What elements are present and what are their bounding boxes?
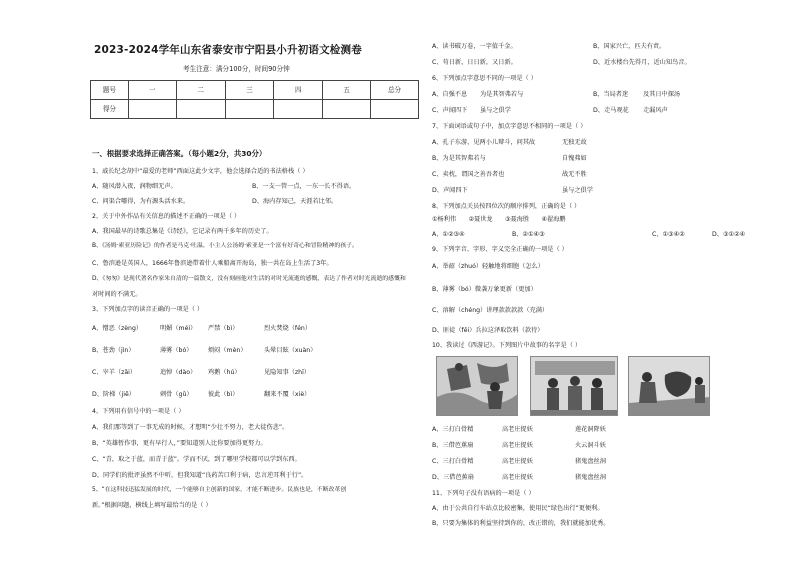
q7-option-b-1: B、为是其智弗若与: [432, 155, 486, 162]
q6-option-b-2: 及其日中探汤: [643, 91, 681, 98]
q3-option-b-2: 薄雾（bó）: [160, 347, 193, 354]
q10-option-c-2: 高老庄捉妖: [502, 458, 533, 465]
score-input-cell[interactable]: [128, 100, 176, 119]
score-input-cell[interactable]: [274, 100, 323, 119]
score-header-cell: 五: [323, 81, 371, 100]
q1-option-c: C、问渠合哪得，为有源头活水来。: [92, 198, 190, 205]
q3-option-c-2: 追悼（dào）: [160, 369, 197, 376]
q7-option-d-2: 虽与之俱学: [562, 187, 593, 194]
q8-option-c: C、①③④②: [652, 231, 685, 238]
question-10-stem: 10、我读过《西游记》。下列图片中故事的名字是（ ）: [432, 342, 582, 349]
section-heading: 一、根据要求选择正确答案。（每小题2分，共30分）: [92, 149, 267, 158]
q10-option-b-3: 火云洞斗妖: [575, 442, 606, 449]
question-2-stem: 2、关于中外作品有关信息的描述不正确的一项是（ ）: [92, 213, 241, 220]
q7-option-b-2: 自愧弗如: [562, 155, 587, 162]
question-9-stem: 9、下列字音、字形、字义完全正确的一项是（ ）: [432, 246, 568, 253]
q3-option-a-3: 严禁（bì）: [208, 325, 239, 332]
q1-option-a: A、随风潜入夜，润物细无声。: [92, 183, 177, 190]
q10-option-c-3: 猪鬼盘丝洞: [575, 458, 606, 465]
score-row-label: 得分: [91, 100, 129, 119]
q3-option-c-4: 见隐知事（zhī）: [264, 369, 311, 376]
q7-option-c-1: C、卖枕，谓国之善吾者也: [432, 171, 505, 178]
q3-option-c-3: 鸡鹅（hú）: [208, 369, 241, 376]
q6-option-d-1: D、走马观花: [593, 107, 629, 114]
q6-option-c-1: C、声闻四下: [432, 107, 468, 114]
question-5-stem: 5、“在这科技迅猛发展的时代，一个能够自主创新的国家，才能不断进步。民族也是，不断改革创: [92, 487, 347, 493]
q7-option-c-2: 战无不胜: [562, 171, 587, 178]
q7-option-d-1: D、声闻四下: [432, 187, 468, 194]
q11-option-b: B、只要为集体的利益坚持到你的，改正错的，我们就能加优秀。: [432, 520, 610, 527]
q8-option-d: D、③①②④: [712, 231, 746, 238]
q6-option-c-2: 虽与之俱学: [480, 107, 511, 114]
score-header-cell: 三: [225, 81, 274, 100]
question-1-stem: 1、戚长纪念胡中“最爱的老师”西面这此少文字，他会选择合适的书法格栈（ ）: [92, 168, 309, 175]
q3-option-d-1: D、阶梯（jiē）: [92, 391, 135, 398]
journey-west-illustration-1: [436, 356, 518, 416]
q10-option-b-1: B、三借芭蕉扇: [432, 442, 474, 449]
score-input-cell[interactable]: [323, 100, 371, 119]
q4-option-a: A、我们那等到了一事无成的时候，才想明“少壮不努力，老大徒伤悲”。: [92, 424, 289, 431]
q11-option-a: A、由于公共自行车站点比较密集，使用民“绿色出行”更便利。: [432, 505, 604, 512]
page-title: 2023-2024学年山东省泰安市宁阳县小升初语文检测卷: [94, 44, 362, 56]
q4-option-c: C、“青，取之于蓝，而青于蓝”。学而不厌，到了哪里学校都可以学到东西。: [92, 456, 301, 463]
score-header-cell: 题号: [91, 81, 129, 100]
q3-option-b-3: 烦闷（mèn）: [208, 347, 247, 354]
q4-option-b: B、“英雄暂作事，更有早行人，”要知道别人比你要加得更努力。: [92, 440, 267, 447]
q3-option-d-4: 翻来不覆（xiè）: [264, 391, 311, 398]
q10-option-d-1: D、三借芭蕉扇: [432, 474, 474, 481]
score-table-header-row: [91, 81, 419, 100]
score-header-cell: 二: [176, 81, 225, 100]
question-7-stem: 7、下面词语或句子中，加点字意思不相同的一项是（ ）: [432, 123, 587, 130]
q10-option-a-3: 莲花洞降妖: [575, 426, 606, 433]
q6-option-b-1: B、当局者迷: [593, 91, 629, 98]
q2-option-d: D、《匆匆》是现代著名作家朱自清的一篇散文，没有刻画他对生活的对时光流逝的感慨，表达了作者对时光流逝的感慨和: [92, 276, 406, 282]
q10-option-d-2: 高老庄捉妖: [502, 474, 533, 481]
q2-option-b: B、《汤姆·索亚历险记》的作者是马克·吐温，小主人公汤姆·索亚是一个富有好奇心和冒险精神的孩子。: [92, 243, 358, 249]
score-input-cell[interactable]: [176, 100, 225, 119]
q6-option-a-1: A、自强不息: [432, 91, 468, 98]
q3-option-a-4: 烈火焚烧（fén）: [264, 325, 312, 332]
score-header-cell: 总分: [371, 81, 419, 100]
q8-option-a: A、①②③④: [432, 231, 465, 238]
score-table-score-row: [91, 100, 419, 119]
journey-west-illustration-2: [530, 356, 618, 416]
q2-option-a: A、我国最早的诗歌总集是《诗经》，它记录有两千多年的历史了。: [92, 228, 273, 235]
question-6-stem: 6、下列加点字意思不同的一项是（ ）: [432, 75, 537, 82]
q9-option-a: A、举韶（zhuó）轻触地将细胞（怎么）: [432, 263, 544, 270]
q3-option-d-2: 刺骨（gǔ）: [160, 391, 193, 398]
q2-option-c: C、鲁滨逊是英国人，1666年鲁滨逊带着什人乘船离开海岛，独一共在岛上生活了3年。: [92, 260, 333, 267]
q10-option-d-3: 猪鬼盘丝洞: [575, 474, 606, 481]
q6-option-a-2: 为是其智弗若与: [480, 91, 524, 98]
question-11-stem: 11、下列句子没有语病的一项是（ ）: [432, 490, 535, 497]
q8-option-b: B、②①④③: [512, 231, 545, 238]
q10-option-a-2: 高老庄捉妖: [502, 426, 533, 433]
q5-option-a: A、读书破万卷，一字值千金。: [432, 43, 517, 50]
q3-option-a-1: A、憎恶（zèng）: [92, 325, 143, 332]
q3-option-b-1: B、苍劲（jìn）: [92, 347, 135, 354]
question-4-stem: 4、下列用有信号中的一项是（ ）: [92, 408, 185, 415]
q3-option-b-4: 头晕目眩（xuàn）: [264, 347, 317, 354]
score-input-cell[interactable]: [371, 100, 419, 119]
q10-option-a-1: A、三打白骨精: [432, 426, 474, 433]
question-5-stem-cont: 新。”根据问题，横线上填写最恰当的是（ ）: [92, 502, 212, 509]
question-3-stem: 3、下列加点字的读音正确的一项是（ ）: [92, 306, 204, 313]
q1-option-b: B、一支一管一点，一东一长不得语。: [252, 183, 356, 190]
q9-option-b: B、薄雾（bó）微袭万象更新（更加）: [432, 286, 537, 293]
q1-option-d: D、海内存知己，天涯若比邻。: [252, 198, 338, 205]
q5-option-c: C、苟日新，日日新，又日新。: [432, 59, 517, 66]
q4-option-d: D、同学们的批评虽然不中听，但我知道“良药苦口利于病，忠言逆耳利于行”。: [92, 472, 308, 479]
q3-option-a-2: 明媚（méi）: [160, 325, 197, 332]
q10-option-b-2: 高老庄捉妖: [502, 442, 533, 449]
q5-option-d: D、近水楼台先得月，近山知鸟音。: [593, 59, 691, 66]
q5-option-b: B、国家兴亡，匹夫有责。: [593, 43, 666, 50]
exam-notice: 考生注意：满分100分，时间90分钟: [183, 65, 290, 73]
q9-option-d: D、匪徒（fěi）兵拉这泽取饮料（款待）: [432, 327, 544, 334]
score-header-cell: 四: [274, 81, 323, 100]
q2-option-d-cont: 对时间的不满无。: [92, 291, 142, 298]
score-input-cell[interactable]: [225, 100, 274, 119]
journey-west-illustration-3: [628, 356, 710, 416]
q7-option-a-2: 无独无故: [562, 139, 587, 146]
score-header-cell: 一: [128, 81, 176, 100]
question-8-stem: 8、下列加点关员按四位次的顺序排列，正确的是（ ）: [432, 203, 581, 210]
q9-option-c: C、溶解（chéng）讲理款款款款（充满）: [432, 307, 549, 314]
score-table: [90, 80, 419, 119]
q7-option-a-1: A、孔子东游，见两小儿辩斗，问其故: [432, 139, 536, 146]
q6-option-d-2: 走漏风声: [643, 107, 668, 114]
q8-items: ①杨利伟 ②聂世龙 ③聂海胜 ④翟海鹏: [432, 216, 566, 223]
q3-option-d-3: 彼此（bì）: [208, 391, 239, 398]
q3-option-c-1: C、宰羊（zǎi）: [92, 369, 137, 376]
q10-option-c-1: C、三打白骨精: [432, 458, 474, 465]
